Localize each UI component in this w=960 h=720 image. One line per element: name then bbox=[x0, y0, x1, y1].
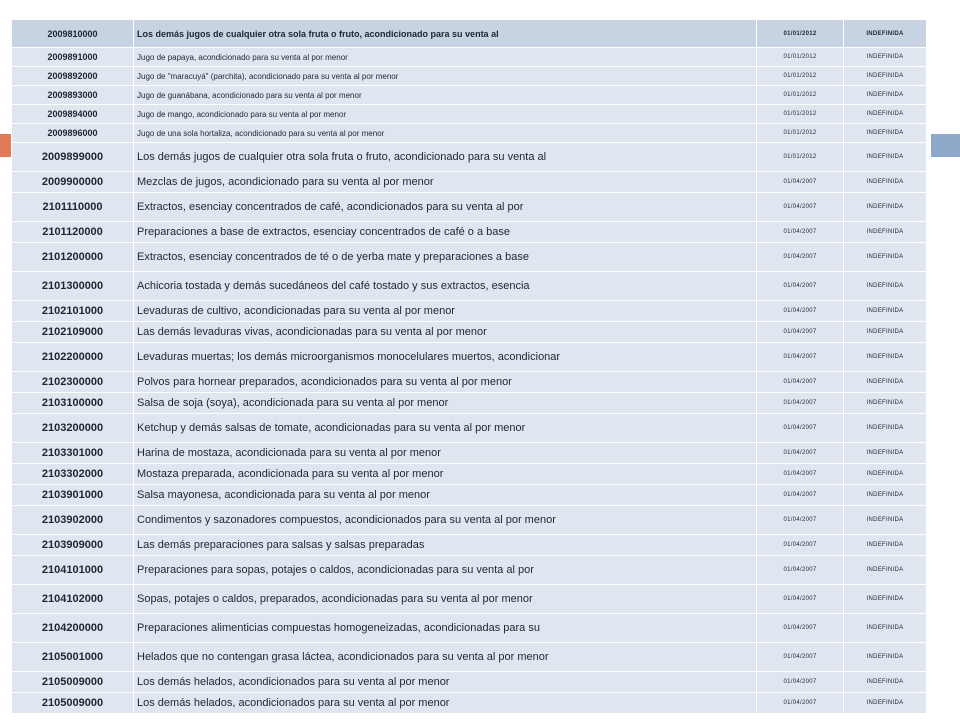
status-cell: INDEFINIDA bbox=[844, 585, 927, 614]
description-cell: Jugo de papaya, acondicionado para su venta al por menor bbox=[134, 48, 757, 67]
date-cell: 01/01/2012 bbox=[757, 143, 844, 172]
table-row bbox=[12, 464, 927, 485]
status-cell: INDEFINIDA bbox=[844, 301, 927, 322]
code-cell: 2104102000 bbox=[12, 585, 134, 614]
status-cell: INDEFINIDA bbox=[844, 556, 927, 585]
date-cell: 01/04/2007 bbox=[757, 614, 844, 643]
table-row bbox=[12, 693, 927, 714]
date-cell: 01/01/2012 bbox=[757, 86, 844, 105]
table-row bbox=[12, 322, 927, 343]
description-cell: Jugo de guanábana, acondicionado para su venta al por menor bbox=[134, 86, 757, 105]
table-row bbox=[12, 485, 927, 506]
code-cell: 2101110000 bbox=[12, 193, 134, 222]
table-row bbox=[12, 193, 927, 222]
code-cell: 2103901000 bbox=[12, 485, 134, 506]
date-cell: 01/01/2012 bbox=[757, 48, 844, 67]
code-cell: 2103301000 bbox=[12, 443, 134, 464]
description-cell: Sopas, potajes o caldos, preparados, acondicionadas para su venta al por menor bbox=[134, 585, 757, 614]
description-cell: Harina de mostaza, acondicionada para su venta al por menor bbox=[134, 443, 757, 464]
description-cell: Preparaciones alimenticias compuestas homogeneizadas, acondicionadas para su bbox=[134, 614, 757, 643]
description-cell: Salsa mayonesa, acondicionada para su venta al por menor bbox=[134, 485, 757, 506]
date-cell: 01/04/2007 bbox=[757, 243, 844, 272]
table-row bbox=[12, 443, 927, 464]
code-cell: 2102200000 bbox=[12, 343, 134, 372]
status-cell: INDEFINIDA bbox=[844, 643, 927, 672]
status-cell: INDEFINIDA bbox=[844, 414, 927, 443]
date-cell: 01/04/2007 bbox=[757, 672, 844, 693]
code-cell: 2104101000 bbox=[12, 556, 134, 585]
table-row bbox=[12, 124, 927, 143]
status-cell: INDEFINIDA bbox=[844, 464, 927, 485]
status-cell: INDEFINIDA bbox=[844, 343, 927, 372]
code-cell: 2101120000 bbox=[12, 222, 134, 243]
code-cell: 2009896000 bbox=[12, 124, 134, 143]
description-cell: Jugo de "maracuyá" (parchita), acondicionado para su venta al por menor bbox=[134, 67, 757, 86]
date-cell: 01/04/2007 bbox=[757, 372, 844, 393]
description-cell: Preparaciones a base de extractos, esenciay concentrados de café o a base bbox=[134, 222, 757, 243]
table-row bbox=[12, 414, 927, 443]
date-cell: 01/04/2007 bbox=[757, 172, 844, 193]
date-cell: 01/01/2012 bbox=[757, 105, 844, 124]
table-row bbox=[12, 243, 927, 272]
table-row bbox=[12, 506, 927, 535]
description-cell: Las demás preparaciones para salsas y salsas preparadas bbox=[134, 535, 757, 556]
code-cell: 2009900000 bbox=[12, 172, 134, 193]
date-cell: 01/04/2007 bbox=[757, 443, 844, 464]
status-cell: INDEFINIDA bbox=[844, 193, 927, 222]
slide-accent-left bbox=[0, 134, 11, 157]
description-cell: Extractos, esenciay concentrados de té o de yerba mate y preparaciones a base bbox=[134, 243, 757, 272]
date-cell: 01/04/2007 bbox=[757, 222, 844, 243]
table-row bbox=[12, 172, 927, 193]
date-cell: 01/01/2012 bbox=[757, 124, 844, 143]
description-cell: Los demás jugos de cualquier otra sola fruta o fruto, acondicionado para su venta al bbox=[134, 143, 757, 172]
description-cell: Los demás helados, acondicionados para su venta al por menor bbox=[134, 672, 757, 693]
table-row bbox=[12, 222, 927, 243]
date-cell: 01/04/2007 bbox=[757, 272, 844, 301]
table-header-row bbox=[12, 20, 927, 48]
description-cell: Jugo de una sola hortaliza, acondicionado para su venta al por menor bbox=[134, 124, 757, 143]
status-cell: INDEFINIDA bbox=[844, 322, 927, 343]
description-cell: Helados que no contengan grasa láctea, acondicionados para su venta al por menor bbox=[134, 643, 757, 672]
description-cell: Las demás levaduras vivas, acondicionadas para su venta al por menor bbox=[134, 322, 757, 343]
code-cell: 2009894000 bbox=[12, 105, 134, 124]
status-cell: INDEFINIDA bbox=[844, 485, 927, 506]
status-cell: INDEFINIDA bbox=[844, 124, 927, 143]
table-row bbox=[12, 343, 927, 372]
date-cell: 01/04/2007 bbox=[757, 556, 844, 585]
status-cell: INDEFINIDA bbox=[844, 222, 927, 243]
date-cell: 01/04/2007 bbox=[757, 464, 844, 485]
date-cell: 01/04/2007 bbox=[757, 585, 844, 614]
code-cell: 2103200000 bbox=[12, 414, 134, 443]
table-row bbox=[12, 143, 927, 172]
status-cell: INDEFINIDA bbox=[844, 243, 927, 272]
status-cell: INDEFINIDA bbox=[844, 86, 927, 105]
status-cell: INDEFINIDA bbox=[844, 143, 927, 172]
description-cell: Mezclas de jugos, acondicionado para su venta al por menor bbox=[134, 172, 757, 193]
code-cell: 2105001000 bbox=[12, 643, 134, 672]
code-cell: 2103302000 bbox=[12, 464, 134, 485]
status-cell: INDEFINIDA bbox=[844, 535, 927, 556]
code-cell: 2009892000 bbox=[12, 67, 134, 86]
table-row bbox=[12, 535, 927, 556]
table-row bbox=[12, 301, 927, 322]
header-description-cell: Los demás jugos de cualquier otra sola fruta o fruto, acondicionado para su venta al bbox=[134, 20, 757, 48]
date-cell: 01/04/2007 bbox=[757, 393, 844, 414]
status-cell: INDEFINIDA bbox=[844, 393, 927, 414]
tariff-table-container bbox=[11, 19, 926, 714]
status-cell: INDEFINIDA bbox=[844, 105, 927, 124]
table-row bbox=[12, 672, 927, 693]
table-row bbox=[12, 643, 927, 672]
date-cell: 01/04/2007 bbox=[757, 535, 844, 556]
status-cell: INDEFINIDA bbox=[844, 672, 927, 693]
date-cell: 01/04/2007 bbox=[757, 485, 844, 506]
table-row bbox=[12, 372, 927, 393]
tariff-table bbox=[11, 19, 927, 714]
status-cell: INDEFINIDA bbox=[844, 48, 927, 67]
status-cell: INDEFINIDA bbox=[844, 443, 927, 464]
table-row bbox=[12, 585, 927, 614]
code-cell: 2105009000 bbox=[12, 693, 134, 714]
description-cell: Extractos, esenciay concentrados de café, acondicionados para su venta al por bbox=[134, 193, 757, 222]
description-cell: Levaduras muertas; los demás microorganismos monocelulares muertos, acondicionar bbox=[134, 343, 757, 372]
table-row bbox=[12, 393, 927, 414]
code-cell: 2104200000 bbox=[12, 614, 134, 643]
description-cell: Polvos para hornear preparados, acondicionados para su venta al por menor bbox=[134, 372, 757, 393]
code-cell: 2009891000 bbox=[12, 48, 134, 67]
code-cell: 2101200000 bbox=[12, 243, 134, 272]
table-row bbox=[12, 614, 927, 643]
date-cell: 01/04/2007 bbox=[757, 414, 844, 443]
status-cell: INDEFINIDA bbox=[844, 614, 927, 643]
header-code-cell: 2009810000 bbox=[12, 20, 134, 48]
table-row bbox=[12, 105, 927, 124]
code-cell: 2009899000 bbox=[12, 143, 134, 172]
description-cell: Preparaciones para sopas, potajes o caldos, acondicionadas para su venta al por bbox=[134, 556, 757, 585]
table-row bbox=[12, 48, 927, 67]
code-cell: 2105009000 bbox=[12, 672, 134, 693]
table-row bbox=[12, 272, 927, 301]
description-cell: Jugo de mango, acondicionado para su venta al por menor bbox=[134, 105, 757, 124]
description-cell: Ketchup y demás salsas de tomate, acondicionadas para su venta al por menor bbox=[134, 414, 757, 443]
date-cell: 01/01/2012 bbox=[757, 67, 844, 86]
date-cell: 01/04/2007 bbox=[757, 643, 844, 672]
table-row bbox=[12, 556, 927, 585]
code-cell: 2103902000 bbox=[12, 506, 134, 535]
date-cell: 01/04/2007 bbox=[757, 322, 844, 343]
status-cell: INDEFINIDA bbox=[844, 272, 927, 301]
description-cell: Achicoria tostada y demás sucedáneos del café tostado y sus extractos, esencia bbox=[134, 272, 757, 301]
date-cell: 01/04/2007 bbox=[757, 301, 844, 322]
description-cell: Condimentos y sazonadores compuestos, acondicionados para su venta al por menor bbox=[134, 506, 757, 535]
status-cell: INDEFINIDA bbox=[844, 67, 927, 86]
status-cell: INDEFINIDA bbox=[844, 372, 927, 393]
description-cell: Los demás helados, acondicionados para su venta al por menor bbox=[134, 693, 757, 714]
date-cell: 01/04/2007 bbox=[757, 506, 844, 535]
status-cell: INDEFINIDA bbox=[844, 693, 927, 714]
description-cell: Salsa de soja (soya), acondicionada para su venta al por menor bbox=[134, 393, 757, 414]
date-cell: 01/04/2007 bbox=[757, 343, 844, 372]
code-cell: 2009893000 bbox=[12, 86, 134, 105]
code-cell: 2102101000 bbox=[12, 301, 134, 322]
header-status-cell: INDEFINIDA bbox=[844, 20, 927, 48]
code-cell: 2103100000 bbox=[12, 393, 134, 414]
code-cell: 2101300000 bbox=[12, 272, 134, 301]
date-cell: 01/04/2007 bbox=[757, 193, 844, 222]
date-cell: 01/04/2007 bbox=[757, 693, 844, 714]
status-cell: INDEFINIDA bbox=[844, 172, 927, 193]
description-cell: Levaduras de cultivo, acondicionadas para su venta al por menor bbox=[134, 301, 757, 322]
code-cell: 2102109000 bbox=[12, 322, 134, 343]
description-cell: Mostaza preparada, acondicionada para su venta al por menor bbox=[134, 464, 757, 485]
slide-accent-right bbox=[931, 134, 960, 157]
status-cell: INDEFINIDA bbox=[844, 506, 927, 535]
code-cell: 2102300000 bbox=[12, 372, 134, 393]
table-row bbox=[12, 86, 927, 105]
header-date-cell: 01/01/2012 bbox=[757, 20, 844, 48]
code-cell: 2103909000 bbox=[12, 535, 134, 556]
table-row bbox=[12, 67, 927, 86]
